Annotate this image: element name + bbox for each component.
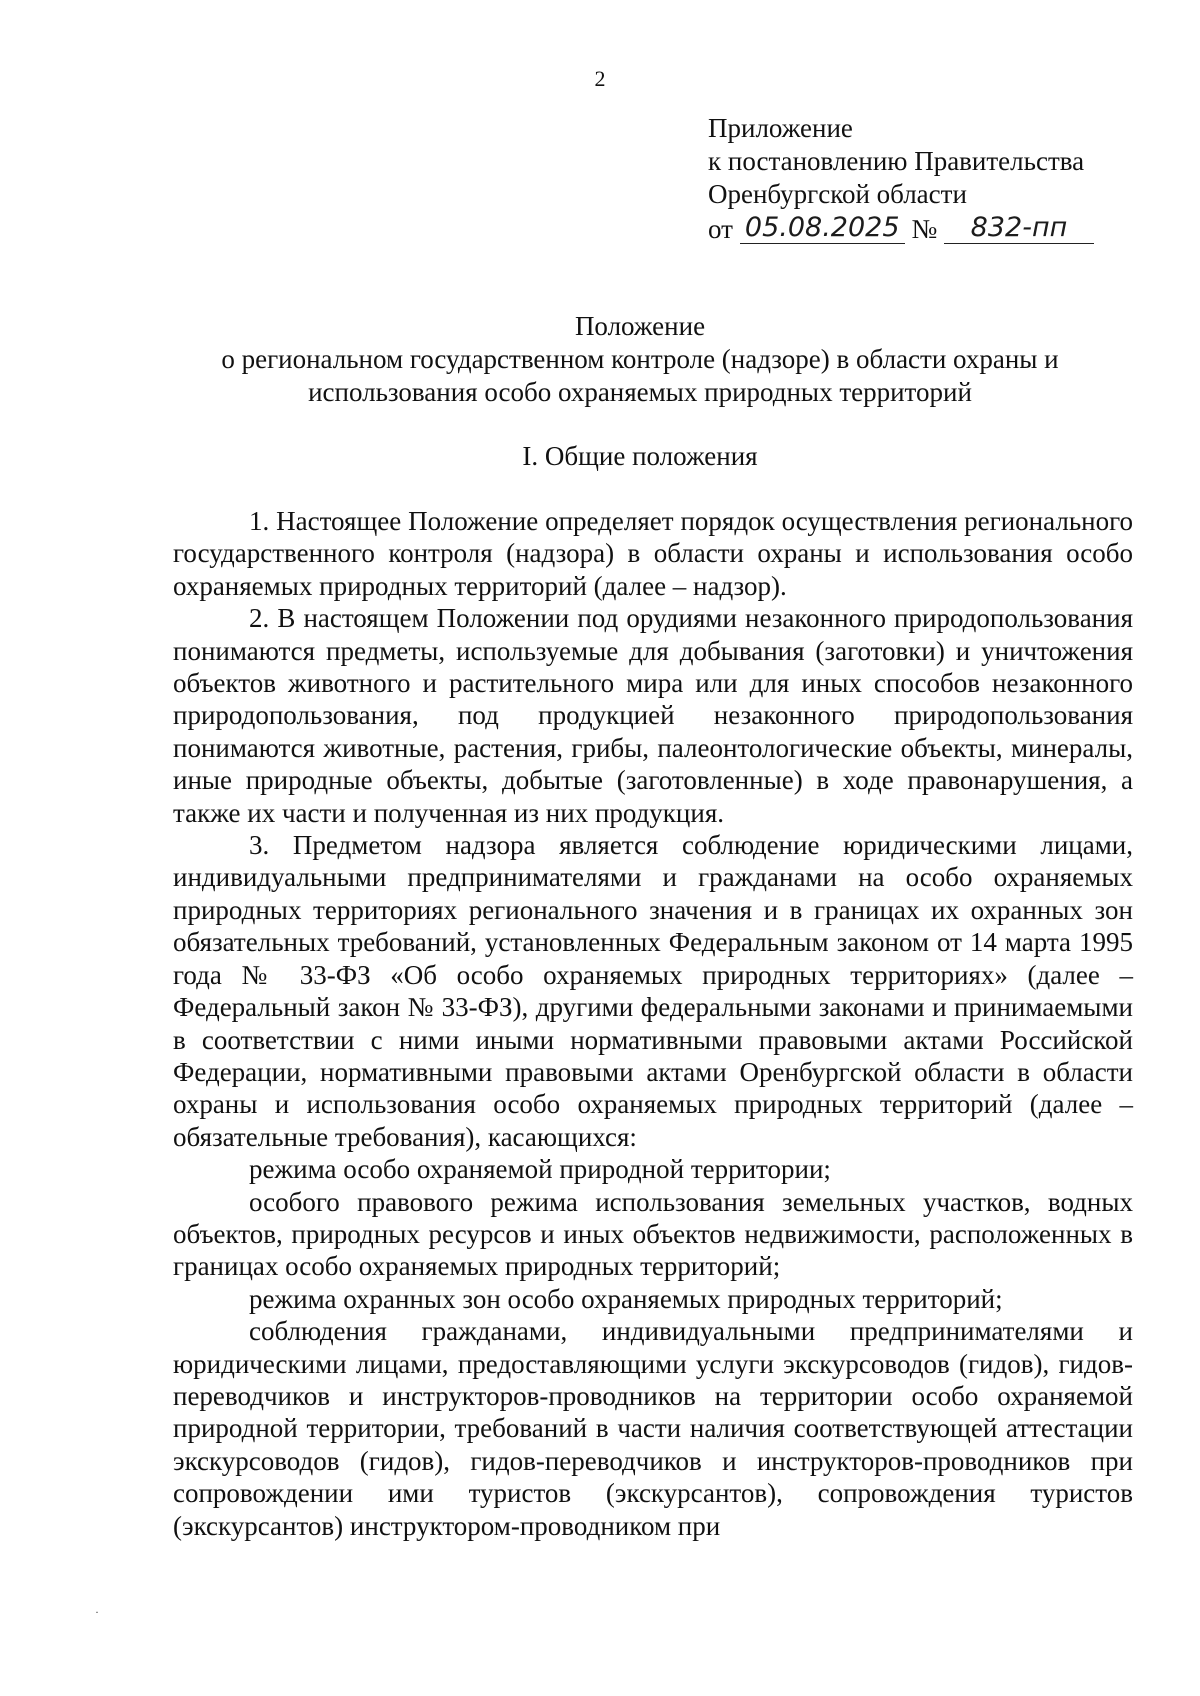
appendix-resolution-line: к постановлению Правительства xyxy=(708,146,1085,176)
list-item-legal-regime: особого правового режима использования земельных участков, водных объектов, природных ресурсов и иных объектов недвижимости, расположенных в границах особо охраняемых природных территорий; xyxy=(173,1186,1133,1282)
list-item-protection-zones: режима охранных зон особо охраняемых природных территорий; xyxy=(249,1283,1003,1314)
paragraph-2: 2. В настоящем Положении под орудиями незаконного природопользования понимаются предметы, используемые для добывания (заготовки) и уничтожения объектов животного и растительного мира или для иных способов незаконного природопользования, под продукцией незаконного природопользования понимаются животные, растения, грибы, палеонтологические объекты, минералы, иные природные объекты, добытые (заготовленные) в ходе правонарушения, а также их части и полученная из них продукция. xyxy=(173,603,1133,828)
from-label: от xyxy=(708,214,733,244)
list-item-regime: режима особо охраняемой природной территории; xyxy=(249,1154,831,1185)
number-label: № xyxy=(911,214,938,244)
appendix-date-number-line xyxy=(708,213,1148,246)
document-body xyxy=(173,505,1133,1542)
document-title-block xyxy=(150,310,1130,409)
scan-speck: · xyxy=(95,1605,99,1619)
appendix-region-line: Оренбургской области xyxy=(708,179,967,209)
date-field xyxy=(740,213,905,244)
paragraph-1: 1. Настоящее Положение определяет порядок осуществления регионального государственного контроля (надзора) в области охраны и использования особо охраняемых природных территорий (далее – надзор). xyxy=(173,506,1133,601)
appendix-block xyxy=(708,112,1148,246)
document-title: Положение xyxy=(574,311,706,341)
handwritten-date: 05.08.2025 xyxy=(744,212,900,243)
number-field xyxy=(944,213,1094,244)
document-subtitle: о региональном государственном контроле (надзоре) в области охраны и использования особо охраняемых природных территорий xyxy=(221,344,1059,407)
page-number: 2 xyxy=(594,66,606,91)
paragraph-3: 3. Предметом надзора является соблюдение юридическими лицами, индивидуальными предпринимателями и гражданами на особо охраняемых природных территориях регионального значения и в границах их охранных зон обязательных требований, установленных Федеральным законом от 14 марта 1995 года № 33-ФЗ «Об особо охраняемых природных территориях» (далее – Федеральный закон № 33-ФЗ), другими федеральными законами и принимаемыми в соответствии с ними иными нормативными правовыми актами Российской Федерации, нормативными правовыми актами Оренбургской области в области охраны и использования особо охраняемых природных территорий (далее – обязательные требования), касающихся: xyxy=(173,830,1133,1152)
list-item-guides: соблюдения гражданами, индивидуальными предпринимателями и юридическими лицами, предоставляющими услуги экскурсоводов (гидов), гидов-переводчиков и инструкторов-проводников на территории особо охраняемой природной территории, требований в части наличия соответствующей аттестации экскурсоводов (гидов), гидов-переводчиков и инструкторов-проводников при сопровождении ими туристов (экскурсантов), сопровождения туристов (экскурсантов) инструктором-проводником при xyxy=(173,1316,1133,1541)
section-heading: I. Общие положения xyxy=(522,441,758,471)
handwritten-number: 832-пп xyxy=(970,212,1068,243)
appendix-title: Приложение xyxy=(708,113,853,143)
